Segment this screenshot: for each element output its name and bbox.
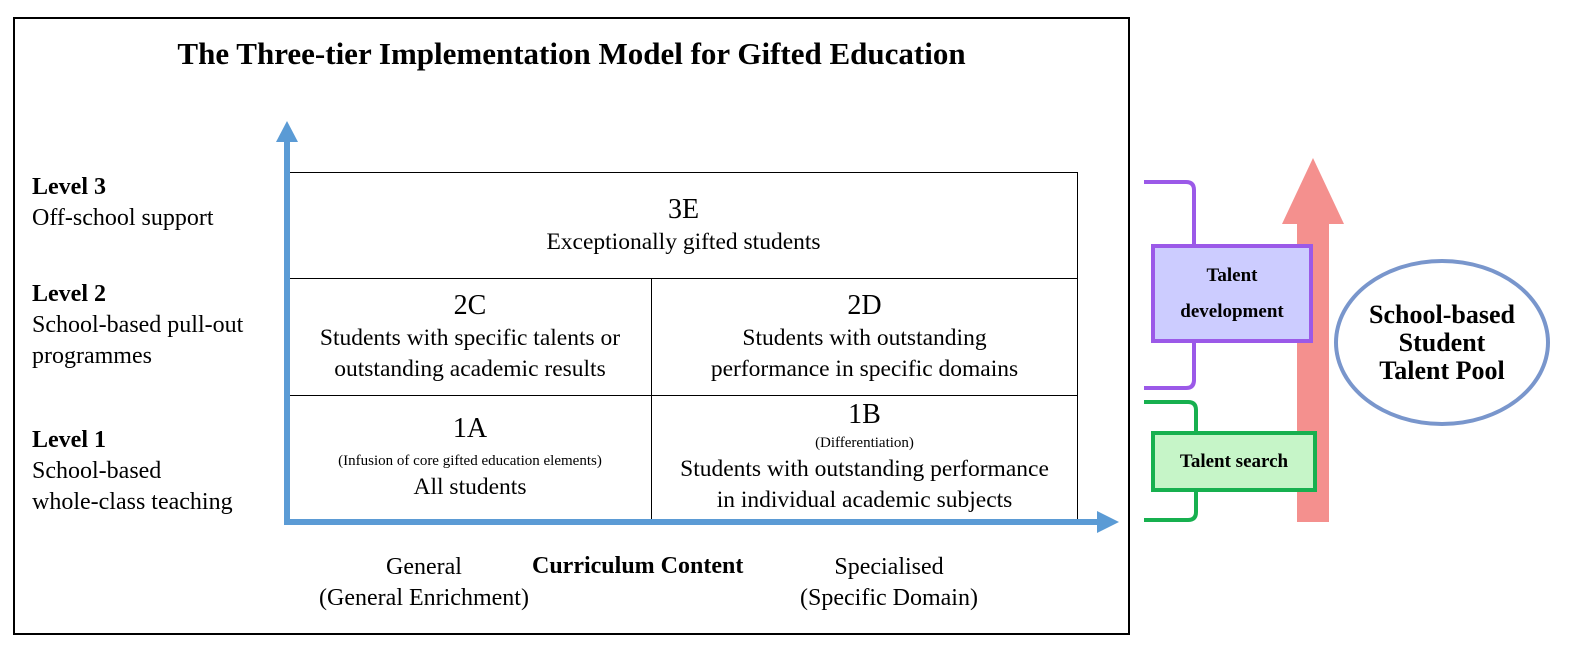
cell-2d-desc-line-1: Students with outstanding [742,325,987,351]
cell-1a-note: (Infusion of core gifted education elements) [338,452,602,469]
talent-development-line-2: development [1180,300,1284,322]
x-axis-right-line-1: Specialised [834,554,944,580]
cell-2c-desc-line-2: outstanding academic results [334,356,606,382]
cell-3e-code: 3E [667,194,700,225]
cell-1b-desc-line-1: Students with outstanding performance [680,456,1049,482]
cell-1b-desc-line-2: in individual academic subjects [716,487,1013,513]
level-2-desc-line-1: School-based pull-out [32,312,244,338]
cell-1a-desc: All students [413,473,527,500]
cell-3e-desc: Exceptionally gifted students [546,229,821,255]
x-axis-title: Curriculum Content [532,553,744,579]
search-bracket-bottom [1144,490,1196,520]
diagram-title: The Three-tier Implementation Model for Gifted Education [177,36,966,71]
talent-pool-line-3: Talent Pool [1379,355,1505,385]
y-axis-arrowhead [276,121,298,142]
cell-1b-code: 1B [848,399,881,430]
search-bracket-top [1144,402,1196,432]
level-2-name: Level 2 [32,281,106,307]
talent-search-box [1151,431,1317,492]
development-bracket-top [1144,182,1194,245]
talent-pool-line-2: Student [1398,327,1486,357]
cell-2c-code: 2C [453,290,487,321]
cell-2d-desc-line-2: performance in specific domains [710,356,1019,382]
level-3-name: Level 3 [32,174,106,200]
cell-1a-code: 1A [452,412,488,444]
x-axis-left-line-2: (General Enrichment) [319,585,529,611]
cell-2c-desc-line-1: Students with specific talents or [319,325,621,351]
level-3-desc: Off-school support [32,205,214,231]
cell-2d-code: 2D [847,290,882,321]
development-bracket-bottom [1144,342,1194,388]
up-arrow-head [1282,158,1344,224]
x-axis-left-label [296,552,552,614]
talent-pool-ellipse [1334,259,1550,426]
talent-development-box [1151,244,1313,343]
x-axis-right-label [770,552,1008,614]
level-1-name: Level 1 [32,427,106,453]
x-axis-right-line-2: (Specific Domain) [800,585,978,611]
level-1-desc-line-2: whole-class teaching [32,489,233,515]
talent-pool-line-1: School-based [1369,299,1515,329]
level-1-desc-line-1: School-based [32,458,162,484]
talent-development-line-1: Talent [1206,264,1258,286]
cell-1b-note: (Differentiation) [815,435,914,451]
level-2-desc-line-2: programmes [32,343,152,369]
talent-search-label: Talent search [1179,450,1289,472]
x-axis-arrowhead [1097,511,1119,533]
x-axis-left-line-1: General [386,554,462,580]
